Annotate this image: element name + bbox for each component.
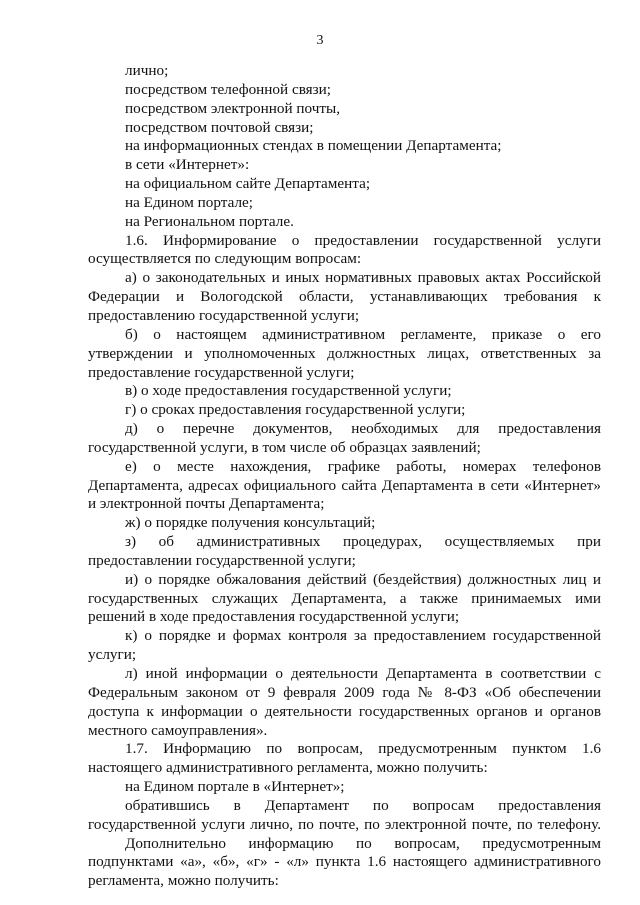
text-line: на Региональном портале. xyxy=(125,212,294,230)
text-line: на Едином портале; xyxy=(125,193,253,211)
text-line: в сети «Интернет»: xyxy=(125,156,250,174)
text-line: государственных служащих Департамента, а также принимаемых ими xyxy=(88,589,601,607)
text-line: на информационных стендах в помещении Департамента; xyxy=(125,137,502,155)
text-line: к) о порядке и формах контроля за предоставлением государственной xyxy=(125,627,601,645)
text-line: Федерации и Вологодской области, устанавливающих требования к xyxy=(88,288,601,306)
text-line: з) об административных процедурах, осуществляемых при xyxy=(125,533,601,551)
text-line: г) о сроках предоставления государственной услуги; xyxy=(125,401,466,419)
text-line: посредством почтовой связи; xyxy=(125,118,314,136)
text-line: посредством электронной почты, xyxy=(125,99,340,117)
text-line: регламента, можно получить: xyxy=(88,872,279,890)
text-line: б) о настоящем административном регламенте, приказе о его xyxy=(125,325,601,343)
text-line: предоставлению государственной услуги; xyxy=(88,306,360,324)
text-line: предоставление государственной услуги; xyxy=(88,363,355,381)
text-line: осуществляется по следующим вопросам: xyxy=(88,250,362,268)
text-line: 1.6. Информирование о предоставлении государственной услуги xyxy=(125,231,601,249)
text-line: 1.7. Информацию по вопросам, предусмотренным пунктом 1.6 xyxy=(125,740,601,758)
text-line: лично; xyxy=(125,62,169,79)
text-line: услуги; xyxy=(88,646,137,664)
text-line: местного самоуправления». xyxy=(88,721,268,739)
text-line: в) о ходе предоставления государственной услуги; xyxy=(125,382,452,400)
text-line: настоящего административного регламента, можно получить: xyxy=(88,759,488,777)
text-line: государственной услуги, в том числе об образцах заявлений; xyxy=(88,438,481,456)
document-body xyxy=(88,62,601,891)
text-line: утверждении и уполномоченных должностных лицах, ответственных за xyxy=(88,344,601,362)
page-number: 3 xyxy=(316,33,324,48)
text-line: обратившись в Департамент по вопросам предоставления xyxy=(125,796,601,814)
text-line: доступа к информации о деятельности государственных органов и органов xyxy=(88,702,601,720)
text-line: а) о законодательных и иных нормативных правовых актах Российской xyxy=(125,269,601,287)
text-line: и) о порядке обжалования действий (бездействия) должностных лиц и xyxy=(125,570,601,588)
text-line: на Едином портале в «Интернет»; xyxy=(125,778,345,796)
text-line: Департамента, адресах официального сайта Департамента в сети «Интернет» xyxy=(88,476,601,494)
text-line: государственной услуги лично, по почте, по электронной почте, по телефону. xyxy=(88,815,601,833)
text-line: Федеральным законом от 9 февраля 2009 года № 8-ФЗ «Об обеспечении xyxy=(88,683,601,701)
text-line: решений в ходе предоставления государственной услуги; xyxy=(88,608,460,626)
text-line: л) иной информации о деятельности Департамента в соответствии с xyxy=(125,665,601,682)
text-line: подпунктами «а», «б», «г» - «л» пункта 1.6 настоящего административного xyxy=(88,853,601,871)
text-line: д) о перечне документов, необходимых для предоставления xyxy=(125,420,601,438)
text-line: на официальном сайте Департамента; xyxy=(125,175,371,193)
text-line: ж) о порядке получения консультаций; xyxy=(125,514,376,532)
text-line: посредством телефонной связи; xyxy=(125,80,331,98)
text-line: е) о месте нахождения, графике работы, номерах телефонов xyxy=(125,457,601,475)
text-line: и электронной почты Департамента; xyxy=(88,495,325,513)
text-line: предоставлении государственной услуги; xyxy=(88,551,356,569)
text-line: Дополнительно информацию по вопросам, предусмотренным xyxy=(125,834,601,852)
